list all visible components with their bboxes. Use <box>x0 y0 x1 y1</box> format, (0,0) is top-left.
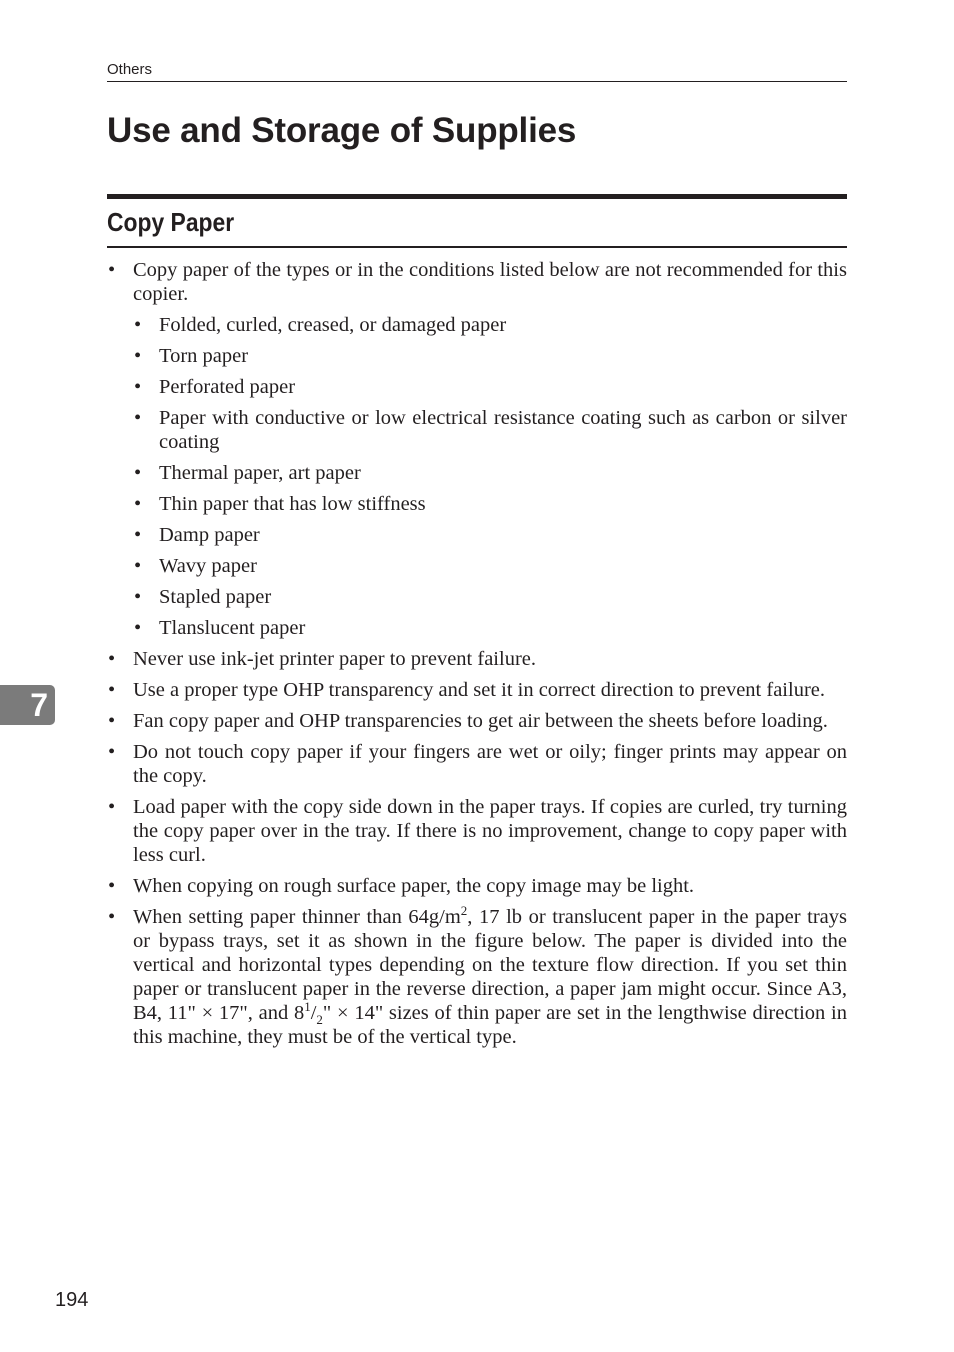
list-item <box>107 905 847 1049</box>
sub-list-item: • Paper with conductive or low electrical resistance coating such as carbon or silver coating <box>133 406 847 454</box>
fraction-slash: / <box>310 1002 317 1024</box>
bullet-list <box>107 258 847 1049</box>
running-head: Others <box>107 60 847 82</box>
page-title: Use and Storage of Supplies <box>107 111 577 150</box>
list-item: • Load paper with the copy side down in the paper trays. If copies are curled, try turning the copy paper over in the tray. If there is no improvement, change to copy paper with less curl. <box>107 795 847 867</box>
superscript: 1 <box>304 999 311 1015</box>
chapter-tab: 7 <box>0 685 55 725</box>
text-run: , 17 lb or translucent paper in the paper trays or bypass trays, set it as shown in the figure below. The paper is divided into the vertical and horizontal types depending on the texture flow direction. If you set thin paper or translucent paper in the reverse direction, a paper jam might occur. Since A3, B4, 11" × 17", and 8 <box>133 906 847 1024</box>
list-item: • Do not touch copy paper if your fingers are wet or oily; finger prints may appear on the copy. <box>107 740 847 788</box>
sub-list-item: • Perforated paper <box>133 375 847 399</box>
sub-list-item: • Thermal paper, art paper <box>133 461 847 485</box>
sub-list-item: • Thin paper that has low stiffness <box>133 492 847 516</box>
bullet-text: Copy paper of the types or in the conditions listed below are not recommended for this copier. <box>133 259 847 305</box>
section-title: Copy Paper <box>107 207 235 237</box>
superscript: 2 <box>460 903 468 919</box>
sub-list-item: • Folded, curled, creased, or damaged paper <box>133 313 847 337</box>
list-item: • Never use ink-jet printer paper to prevent failure. <box>107 647 847 671</box>
list-item <box>107 258 847 640</box>
section-rule-top <box>107 194 847 199</box>
list-item: • Fan copy paper and OHP transparencies to get air between the sheets before loading. <box>107 709 847 733</box>
sub-list-item: • Torn paper <box>133 344 847 368</box>
section-rule-bottom <box>107 246 847 248</box>
sub-list-item: • Tlanslucent paper <box>133 616 847 640</box>
sub-list-item: • Wavy paper <box>133 554 847 578</box>
list-item: • When copying on rough surface paper, the copy image may be light. <box>107 874 847 898</box>
sub-bullet-list <box>133 313 847 640</box>
sub-list-item: • Stapled paper <box>133 585 847 609</box>
sub-list-item: • Damp paper <box>133 523 847 547</box>
subscript: 2 <box>316 1012 323 1028</box>
text-run: When setting paper thinner than 64g/m <box>133 906 461 928</box>
text-run: " × 14" sizes of thin paper are set in the lengthwise direction in this machine, they must be of the vertical type. <box>133 1002 847 1048</box>
list-item: • Use a proper type OHP transparency and set it in correct direction to prevent failure. <box>107 678 847 702</box>
content <box>107 258 847 1056</box>
page-number: 194 <box>55 1289 89 1311</box>
